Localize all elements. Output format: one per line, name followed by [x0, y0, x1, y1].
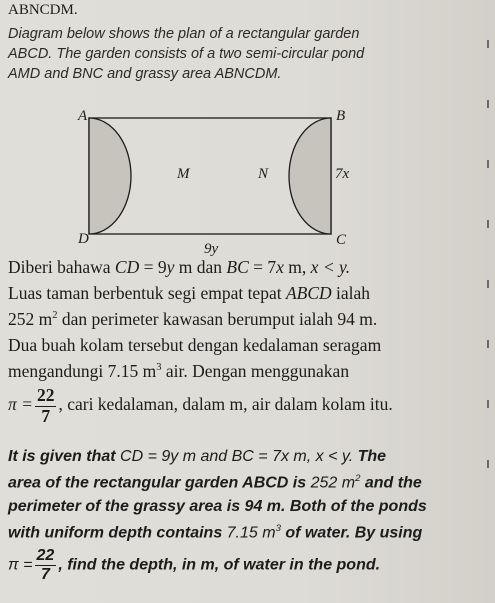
- malay-m1: m dan: [174, 257, 227, 277]
- malay-perimeter-text: dan perimeter kawasan berumput ialah 94 m.: [57, 309, 378, 329]
- english-volume-exponent: 3: [275, 523, 281, 534]
- malay-cd: CD: [114, 257, 140, 277]
- point-label-m: M: [177, 166, 190, 182]
- malay-inequality: x < y.: [310, 257, 351, 277]
- english-area-text: area of the rectangular garden ABCD is: [8, 474, 311, 492]
- malay-pi-fraction: [35, 387, 57, 425]
- edge-mark: [487, 160, 489, 168]
- vertex-label-d: D: [78, 231, 89, 247]
- english-area-exponent: 2: [355, 473, 361, 484]
- malay-eq1: = 9: [139, 257, 167, 277]
- malay-line-6: [8, 387, 393, 425]
- malay-bc: BC: [226, 257, 249, 277]
- english-line-2: [8, 473, 422, 492]
- header-fragment: ABNCDM.: [8, 2, 78, 18]
- edge-mark: [487, 340, 489, 348]
- pond-bnc: [289, 118, 331, 234]
- malay-volume-text: mengandungi 7.15 m: [8, 361, 157, 381]
- edge-mark: [487, 220, 489, 228]
- malay-line-4: Dua buah kolam tersebut dengan kedalaman seragam: [8, 335, 382, 355]
- malay-area-value: 252 m: [8, 309, 53, 329]
- malay-line-3: [8, 309, 377, 330]
- intro-line-3: AMD and BNC and grassy area ABNCDM.: [8, 66, 282, 82]
- width-label: 9y: [204, 241, 219, 257]
- malay-y: y: [166, 257, 175, 277]
- english-pi: π =: [8, 556, 33, 574]
- malay-eq2: = 7: [248, 257, 277, 277]
- english-line-4: [8, 523, 422, 542]
- english-the: The: [353, 448, 387, 465]
- english-line-3: perimeter of the grassy area is 94 m. Both of the ponds: [8, 498, 427, 515]
- pond-amd: [89, 118, 131, 234]
- malay-pi: π =: [8, 394, 33, 415]
- malay-given-text: Diberi bahawa: [8, 257, 115, 277]
- malay-volume-exponent: 3: [156, 362, 162, 374]
- garden-diagram: [60, 108, 390, 258]
- point-label-n: N: [258, 166, 269, 182]
- malay-area-text: Luas taman berbentuk segi empat tepat: [8, 283, 286, 303]
- english-using-text: of water. By using: [280, 524, 423, 542]
- english-frac-numerator: 22: [36, 547, 55, 564]
- malay-frac-denominator: 7: [41, 405, 51, 426]
- english-given-text: It is given that: [8, 448, 121, 465]
- malay-ialah: ialah: [331, 283, 371, 303]
- english-given-values: CD = 9y m and BC = 7x m, x < y.: [120, 448, 354, 465]
- malay-area-exponent: 2: [52, 310, 58, 322]
- height-label: 7x: [335, 166, 350, 182]
- malay-line-2: [8, 283, 370, 304]
- vertex-label-a: A: [78, 108, 88, 124]
- edge-mark: [487, 40, 489, 48]
- english-line-1: [8, 448, 386, 466]
- english-frac-denominator: 7: [40, 566, 50, 583]
- english-pi-fraction: [35, 548, 57, 583]
- edge-mark: [487, 400, 489, 408]
- english-volume-value: 7.15 m: [226, 524, 276, 542]
- english-find-text: , find the depth, in m, of water in the pond.: [58, 556, 381, 574]
- malay-find-text: , cari kedalaman, dalam m, air dalam kolam itu.: [58, 394, 393, 415]
- malay-m2: m,: [283, 257, 311, 277]
- english-volume-text: with uniform depth contains: [8, 524, 227, 542]
- vertex-label-c: C: [336, 232, 347, 248]
- intro-line-2: ABCD. The garden consists of a two semi-circular pond: [8, 46, 365, 62]
- malay-line-1: [8, 257, 350, 278]
- intro-line-1: Diagram below shows the plan of a rectangular garden: [8, 26, 360, 42]
- english-area-value: 252 m: [310, 474, 356, 492]
- edge-mark: [487, 280, 489, 288]
- malay-using-text: air. Dengan menggunakan: [161, 361, 350, 381]
- edge-mark: [487, 100, 489, 108]
- malay-x: x: [276, 257, 284, 277]
- malay-abcd: ABCD: [285, 283, 332, 303]
- malay-frac-numerator: 22: [36, 385, 55, 405]
- english-and-the: and the: [360, 474, 422, 492]
- edge-mark: [487, 460, 489, 468]
- malay-line-5: [8, 361, 349, 382]
- vertex-label-b: B: [336, 108, 346, 124]
- english-line-5: [8, 548, 380, 583]
